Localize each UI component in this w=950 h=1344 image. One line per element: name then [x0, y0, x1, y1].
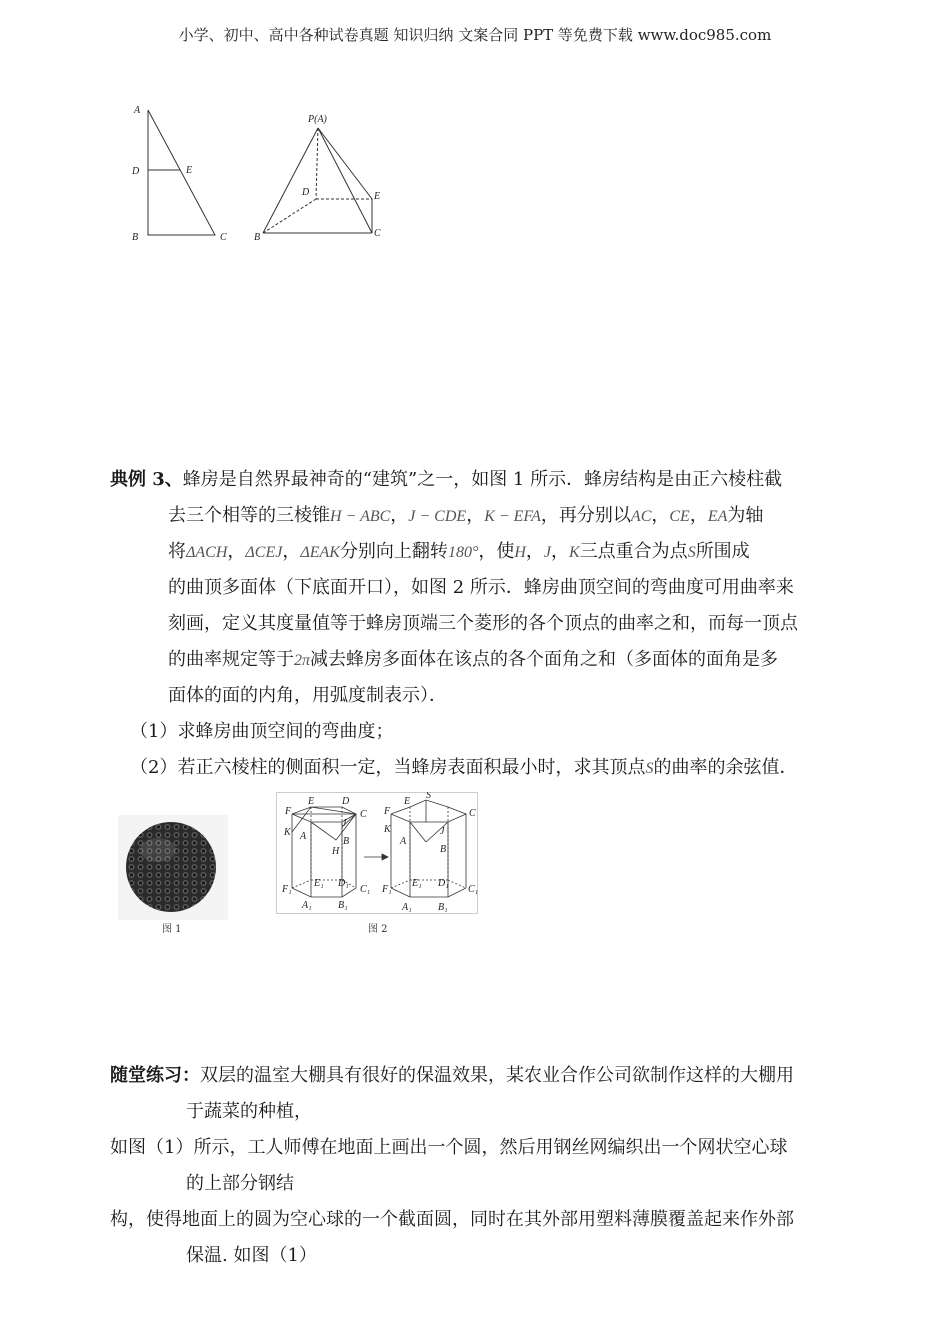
fig2-right-label-B1: B₁ [438, 902, 448, 913]
practice-title: 随堂练习： [110, 1065, 200, 1086]
fig2-right-label-C1: C₁ [468, 884, 478, 895]
label-A: A [134, 105, 141, 116]
top-geometry-figures [120, 95, 420, 255]
pyramid-figure [263, 128, 372, 233]
page-header: 小学、初中、高中各种试卷真题 知识归纳 文案合同 PPT 等免费下载 www.doc985.com [178, 26, 772, 44]
right-triangle-figure [148, 110, 215, 235]
fig2-left-label-E1: E₁ [314, 878, 324, 889]
fig2-right-label-A1: A₁ [402, 902, 412, 913]
fig2-left-label-C1: C₁ [360, 884, 371, 895]
fig2-left-label-A1: A₁ [302, 900, 312, 911]
fig2-right-label-S: S [426, 792, 431, 801]
fig2-right-label-K: K [384, 824, 391, 835]
fig2-left-label-F: F [285, 806, 292, 817]
fig2-right-label-J: J [440, 826, 445, 837]
figure1-caption: 图 1 [162, 924, 182, 935]
fig2-left-label-A: A [300, 831, 307, 842]
fig2-left-label-C: C [360, 809, 367, 820]
example3-title: 典例 3、 [110, 469, 183, 490]
example3-line6: 的曲率规定等于2π减去蜂房多面体在该点的各个面角之和（多面体的面角是多 [168, 649, 779, 670]
fig2-right-label-A: A [400, 836, 407, 847]
fig2-left-label-H: H [332, 846, 340, 857]
example3-line4: 的曲顶多面体（下底面开口），如图 2 所示．蜂房曲顶空间的弯曲度可用曲率来 [168, 577, 794, 598]
label-D: D [132, 166, 140, 177]
figure2-caption: 图 2 [368, 924, 388, 935]
label-pyr-B: B [254, 232, 261, 243]
fig2-right-label-F1: F₁ [382, 884, 392, 895]
example3-line2: 去三个相等的三棱锥H − ABC，J − CDE，K − EFA，再分别以AC，CE，EA为轴 [168, 505, 764, 526]
fig2-left-label-K: K [284, 827, 291, 838]
label-pyr-C: C [374, 228, 381, 239]
practice-line5: 构，使得地面上的圆为空心球的一个截面圆，同时在其外部用塑料薄膜覆盖起来作外部 [110, 1209, 794, 1230]
fig2-right-label-E1: E₁ [412, 878, 422, 889]
example3-question2: （2）若正六棱柱的侧面积一定，当蜂房表面积最小时，求其顶点S的曲率的余弦值． [130, 757, 798, 778]
example3-question1: （1）求蜂房曲顶空间的弯曲度； [130, 721, 394, 742]
label-pyr-E: E [374, 191, 381, 202]
example3-line7: 面体的面的内角，用弧度制表示）． [168, 685, 447, 706]
figure1-honeycomb-photo [118, 815, 228, 920]
fig2-left-label-D1: D₁ [338, 878, 349, 889]
fig2-right-label-F: F [384, 806, 391, 817]
fig2-left-label-B: B [343, 836, 350, 847]
fig2-right-label-B: B [440, 844, 447, 855]
example3-line5: 刻画，定义其度量值等于蜂房顶端三个菱形的各个顶点的曲率之和，而每一顶点 [168, 613, 798, 634]
fig2-right-label-C: C [469, 808, 476, 819]
figure2-honeycomb-diagram [276, 792, 478, 914]
label-PA: P(A) [308, 114, 327, 125]
example3-line1: 典例 3、蜂房是自然界最神奇的“建筑”之一，如图 1 所示．蜂房结构是由正六棱柱截 [110, 469, 783, 490]
label-E: E [186, 165, 193, 176]
practice-line1: 随堂练习：双层的温室大棚具有很好的保温效果，某农业合作公司欲制作这样的大棚用 [110, 1065, 794, 1086]
label-pyr-D: D [302, 187, 310, 198]
fig2-right-label-D1: D₁ [438, 878, 449, 889]
fig2-right-label-E: E [404, 796, 411, 807]
example3-line3: 将ΔACH，ΔCEJ，ΔEAK分别向上翻转180°，使H，J，K三点重合为点S所围成 [168, 541, 750, 562]
figure2-right-prism [391, 800, 466, 897]
practice-line6: 保温. 如图（1） [186, 1245, 317, 1266]
fig2-left-label-E: E [308, 796, 315, 807]
label-C: C [220, 232, 227, 243]
fig2-left-label-F1: F₁ [282, 884, 292, 895]
practice-line3: 如图（1）所示，工人师傅在地面上画出一个圆，然后用钢丝网编织出一个网状空心球 [110, 1137, 788, 1158]
practice-line2: 于蔬菜的种植， [186, 1101, 312, 1122]
fig2-left-label-J: J [342, 818, 347, 829]
label-B: B [132, 232, 139, 243]
fig2-left-label-B1: B₁ [338, 900, 348, 911]
practice-line4: 的上部分钢结 [186, 1173, 294, 1194]
fig2-left-label-D: D [342, 796, 350, 807]
figure2-arrow [364, 854, 388, 860]
